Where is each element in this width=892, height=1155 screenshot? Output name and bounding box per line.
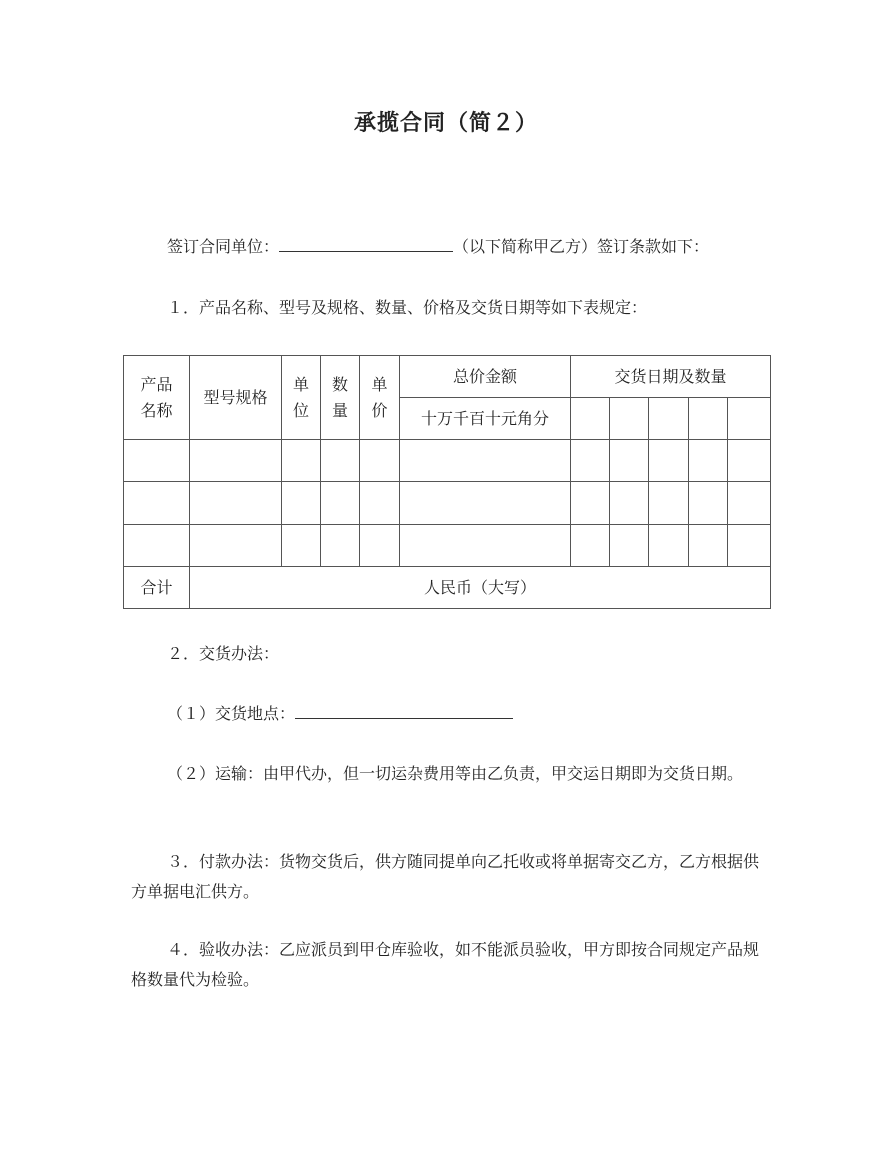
table-cell[interactable]	[610, 440, 649, 482]
delivery-cell[interactable]	[689, 398, 728, 440]
table-cell[interactable]	[689, 482, 728, 525]
table-cell[interactable]	[282, 440, 321, 482]
table-cell[interactable]	[360, 482, 400, 525]
table-cell[interactable]	[124, 440, 190, 482]
table-cell[interactable]	[728, 525, 771, 567]
total-rmb-uppercase[interactable]: 人民币（大写）	[190, 567, 771, 609]
total-label: 合计	[124, 567, 190, 609]
header-quantity: 数 量	[321, 356, 360, 440]
table-cell[interactable]	[321, 482, 360, 525]
clause-3: ３．付款办法：货物交货后，供方随同提单向乙托收或将单据寄交乙方，乙方根据供方单据电汇供方。	[131, 852, 760, 901]
delivery-cell[interactable]	[571, 398, 610, 440]
header-total-amount: 总价金额	[400, 356, 571, 398]
table-cell[interactable]	[689, 525, 728, 567]
table-cell[interactable]	[360, 440, 400, 482]
delivery-cell[interactable]	[610, 398, 649, 440]
table-cell[interactable]	[400, 482, 571, 525]
delivery-location-blank[interactable]	[295, 700, 513, 719]
delivery-cell[interactable]	[728, 398, 771, 440]
total-row	[124, 567, 771, 609]
table-cell[interactable]	[321, 440, 360, 482]
table-row	[124, 482, 771, 525]
product-table	[123, 355, 771, 609]
table-cell[interactable]	[610, 482, 649, 525]
delivery-cell[interactable]	[649, 398, 689, 440]
table-cell[interactable]	[571, 525, 610, 567]
intro-prefix: 签订合同单位：	[167, 237, 280, 256]
table-cell[interactable]	[190, 525, 282, 567]
clause-1: １．产品名称、型号及规格、数量、价格及交货日期等如下表规定：	[167, 298, 648, 317]
clause-2-1	[131, 699, 771, 729]
header-unit-price: 单 价	[360, 356, 400, 440]
header-product-name: 产品 名称	[124, 356, 190, 440]
clause-4: ４．验收办法：乙应派员到甲仓库验收，如不能派员验收，甲方即按合同规定产品规格数量代为检验。	[131, 940, 760, 989]
table-cell[interactable]	[190, 482, 282, 525]
intro-paragraph	[131, 232, 771, 262]
table-cell[interactable]	[321, 525, 360, 567]
table-cell[interactable]	[728, 440, 771, 482]
table-cell[interactable]	[689, 440, 728, 482]
table-cell[interactable]	[282, 525, 321, 567]
table-row	[124, 440, 771, 482]
table-cell[interactable]	[400, 525, 571, 567]
table-cell[interactable]	[124, 525, 190, 567]
table-cell[interactable]	[571, 482, 610, 525]
table-cell[interactable]	[360, 525, 400, 567]
table-cell[interactable]	[649, 440, 689, 482]
table-cell[interactable]	[400, 440, 571, 482]
table-cell[interactable]	[190, 440, 282, 482]
intro-suffix: （以下简称甲乙方）签订条款如下：	[453, 237, 710, 256]
table-cell[interactable]	[282, 482, 321, 525]
clause-2-2: （２）运输：由甲代办，但一切运杂费用等由乙负责，甲交运日期即为交货日期。	[167, 764, 744, 783]
table-row	[124, 525, 771, 567]
table-cell[interactable]	[610, 525, 649, 567]
table-cell[interactable]	[571, 440, 610, 482]
clause-2: ２．交货办法：	[167, 644, 280, 663]
header-unit: 单 位	[282, 356, 321, 440]
document-title: 承揽合同（简２）	[353, 110, 538, 136]
header-total-digits: 十万千百十元角分	[400, 398, 571, 440]
party-name-blank[interactable]	[279, 233, 453, 252]
header-delivery: 交货日期及数量	[571, 356, 771, 398]
delivery-location-label: （１）交货地点：	[167, 704, 296, 723]
table-cell[interactable]	[124, 482, 190, 525]
table-cell[interactable]	[649, 482, 689, 525]
table-cell[interactable]	[649, 525, 689, 567]
table-cell[interactable]	[728, 482, 771, 525]
header-model-spec: 型号规格	[190, 356, 282, 440]
